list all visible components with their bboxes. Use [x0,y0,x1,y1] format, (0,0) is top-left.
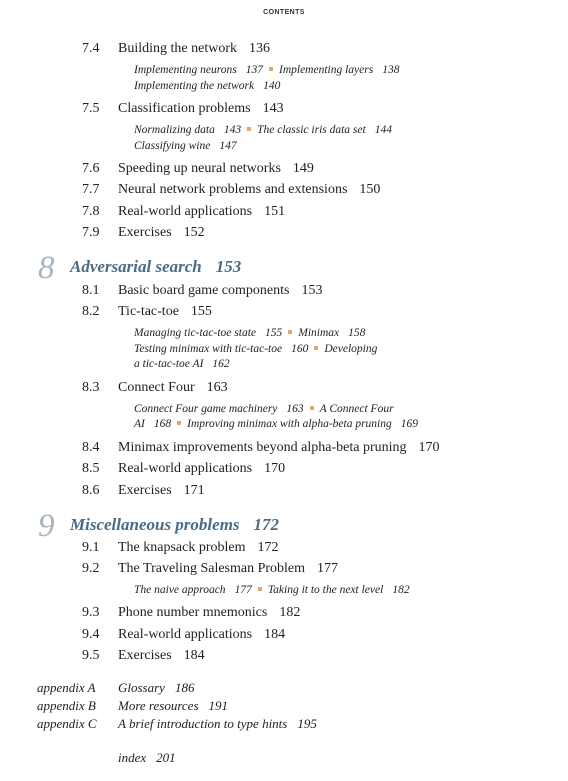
section-page: 171 [183,483,205,498]
toc-section-7-5[interactable] [82,100,284,117]
toc-section-9-2[interactable] [82,560,338,577]
subsection-title[interactable]: Minimax [298,327,340,339]
chapter-number: 9 [38,508,55,544]
appendix-page: 195 [297,716,317,731]
toc-section-7-4[interactable] [82,40,270,57]
toc-subsection-line [134,583,410,597]
subsection-title[interactable]: Improving minimax with alpha-beta pruning [187,418,392,430]
bullet-separator [288,330,292,334]
toc-section-9-1[interactable] [82,539,279,556]
section-page: 163 [206,380,228,395]
subsection-title[interactable]: Connect Four game machinery [134,403,278,415]
toc-subsection-line [134,357,230,371]
toc-appendix-b[interactable] [0,698,568,714]
section-number: 8.2 [82,304,100,319]
section-page: 136 [249,41,270,56]
section-page: 172 [257,540,279,555]
toc-subsection-line [134,123,392,137]
toc-section-7-8[interactable] [82,203,285,220]
subsection-title[interactable]: Managing tic-tac-toe state [134,327,256,339]
bullet-separator [177,421,181,425]
index-title: index [118,750,147,765]
toc-appendix-c[interactable] [0,716,568,732]
subsection-page: 140 [263,80,281,92]
section-number: 9.1 [82,540,100,555]
toc-subsection-line [134,342,377,356]
subsection-page: 138 [382,64,400,76]
section-page: 182 [279,605,301,620]
subsection-page: 158 [348,327,366,339]
appendix-label: appendix A [37,680,96,695]
toc-section-7-7[interactable] [82,181,380,198]
subsection-page: 155 [265,327,283,339]
toc-subsection-line [134,402,394,416]
toc-section-7-9[interactable] [82,224,205,241]
chapter-title [70,515,279,535]
bullet-separator [247,127,251,131]
chapter-title-text: Miscellaneous problems [70,515,240,534]
subsection-title[interactable]: A Connect Four [319,403,394,415]
index-line [118,750,176,766]
section-number: 9.4 [82,627,100,642]
section-title: Basic board game components [118,283,290,298]
subsection-title[interactable]: Developing [324,343,378,355]
bullet-separator [310,406,314,410]
appendix-label: appendix C [37,716,97,731]
section-number: 8.3 [82,380,100,395]
toc-section-7-6[interactable] [82,160,314,177]
subsection-page: 144 [374,124,392,136]
toc-section-9-5[interactable] [82,647,205,664]
subsection-title[interactable]: Implementing layers [279,64,374,76]
bullet-separator [269,67,273,71]
section-number: 7.4 [82,41,100,56]
section-number: 9.2 [82,561,100,576]
subsection-title[interactable]: Implementing neurons [134,64,237,76]
section-title: The Traveling Salesman Problem [118,561,306,576]
subsection-page: 137 [245,64,263,76]
toc-section-8-2[interactable] [82,303,212,320]
chapter-number: 8 [38,250,55,286]
toc-subsection-line [134,139,237,153]
bullet-separator [314,346,318,350]
toc-section-8-5[interactable] [82,460,285,477]
section-page: 143 [262,101,284,116]
section-title: The knapsack problem [118,540,246,555]
appendix-title: More resources [118,698,199,713]
subsection-page: 162 [212,358,230,370]
section-title: Exercises [118,648,172,663]
section-page: 177 [317,561,339,576]
toc-subsection-line [134,326,365,340]
toc-section-8-6[interactable] [82,482,205,499]
appendix-page: 191 [208,698,229,713]
subsection-page: 177 [234,584,252,596]
toc-section-8-4[interactable] [82,439,440,456]
subsection-title[interactable]: Taking it to the next level [267,584,384,596]
toc-subsection-line [134,417,418,431]
toc-subsection-line [134,79,280,93]
section-page: 149 [292,161,314,176]
section-page: 184 [264,627,286,642]
appendix-title: A brief introduction to type hints [118,716,288,731]
toc-subsection-line [134,63,399,77]
toc-section-9-3[interactable] [82,604,300,621]
toc-section-8-1[interactable] [82,282,322,299]
section-page: 184 [183,648,205,663]
subsection-title[interactable]: The classic iris data set [257,124,366,136]
appendix-label: appendix B [37,698,96,713]
toc-section-9-4[interactable] [82,626,285,643]
subsection-page: 163 [286,403,304,415]
subsection-page: 147 [219,140,237,152]
section-page: 152 [183,225,205,240]
section-title: Phone number mnemonics [118,605,268,620]
section-number: 7.5 [82,101,100,116]
section-title: Connect Four [118,380,195,395]
section-title: Exercises [118,483,172,498]
section-title: Building the network [118,41,237,56]
section-page: 153 [301,283,323,298]
subsection-page: 160 [291,343,309,355]
chapter-page: 153 [215,257,242,276]
toc-appendix-a[interactable] [0,680,568,696]
section-page: 150 [359,182,381,197]
appendix-title-line [118,698,228,714]
appendix-title: Glossary [118,680,165,695]
section-title: Real-world applications [118,204,253,219]
subsection-title[interactable]: Normalizing data [134,124,215,136]
section-number: 9.3 [82,605,100,620]
section-title: Minimax improvements beyond alpha-beta pruning [118,440,407,455]
chapter-title-text: Adversarial search [70,257,202,276]
section-number: 8.6 [82,483,100,498]
section-page: 155 [190,304,212,319]
subsection-title[interactable]: Classifying wine [134,140,211,152]
section-number: 8.1 [82,283,100,298]
section-number: 8.4 [82,440,100,455]
section-page: 170 [418,440,440,455]
page-header: CONTENTS [263,9,305,16]
section-title: Real-world applications [118,627,253,642]
toc-index[interactable] [0,750,568,766]
index-page: 201 [156,750,176,765]
subsection-title[interactable]: AI [134,418,145,430]
subsection-page: 182 [392,584,410,596]
appendix-page: 186 [174,680,195,695]
appendix-title-line [118,716,317,732]
section-title: Tic-tac-toe [118,304,179,319]
appendix-title-line [118,680,194,696]
section-number: 7.8 [82,204,100,219]
section-page: 151 [264,204,286,219]
section-title: Real-world applications [118,461,253,476]
bullet-separator [258,587,262,591]
subsection-title[interactable]: The naive approach [134,584,226,596]
section-number: 8.5 [82,461,100,476]
section-number: 7.6 [82,161,100,176]
section-number: 7.7 [82,182,100,197]
section-page: 170 [264,461,286,476]
subsection-title[interactable]: a tic-tac-toe AI [134,358,204,370]
section-title: Exercises [118,225,172,240]
section-title: Speeding up neural networks [118,161,281,176]
section-number: 7.9 [82,225,100,240]
section-title: Neural network problems and extensions [118,182,348,197]
subsection-page: 168 [153,418,172,430]
subsection-page: 169 [400,418,419,430]
section-title: Classification problems [118,101,251,116]
toc-section-8-3[interactable] [82,379,228,396]
section-number: 9.5 [82,648,100,663]
chapter-title [70,257,241,277]
chapter-page: 172 [253,515,280,534]
subsection-title[interactable]: Implementing the network [134,80,255,92]
subsection-title[interactable]: Testing minimax with tic-tac-toe [134,343,283,355]
subsection-page: 143 [223,124,242,136]
